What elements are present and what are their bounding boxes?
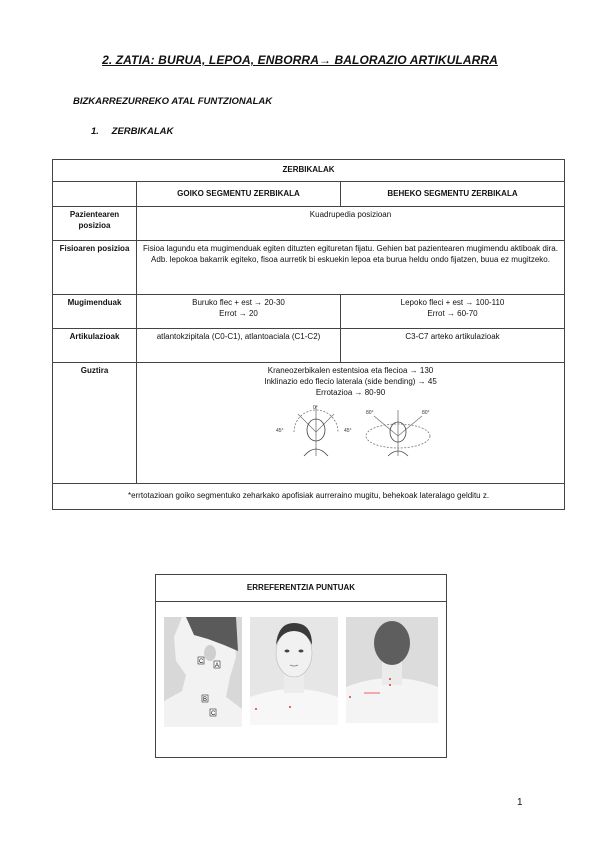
page-number: 1	[517, 797, 523, 808]
marker-c1: C	[199, 659, 204, 665]
lower-movement-line1: Lepoko fleci + est → 100-110	[400, 298, 505, 307]
front-photo	[250, 617, 338, 725]
marker-b: B	[203, 697, 208, 703]
row-label-position: Pazientearen posizioa	[53, 207, 137, 241]
subsection-heading	[91, 126, 173, 137]
upper-joints: atlantokzipitala (C0-C1), atlantoaciala (C1-C2)	[137, 329, 341, 363]
row-label-fixation: Fisioaren posizioa	[53, 241, 137, 295]
empty-cell	[53, 182, 137, 207]
reference-title: ERREFERENTZIA PUNTUAK	[156, 575, 446, 602]
position-value: Kuadrupedia posizioan	[137, 207, 565, 241]
reference-points-box	[155, 574, 447, 758]
table-title: ZERBIKALAK	[53, 160, 565, 182]
marker-c2: C	[211, 711, 216, 717]
subsection-number: 1.	[91, 126, 99, 137]
table-footnote: *errtotazioan goiko segmentuko zeharkako apofisiak aurreraino mugitu, behekoak lateralago gelditu z.	[53, 484, 565, 510]
total-line1: Kraneozerbikalen estentsioa eta flecioa → 130	[267, 366, 434, 375]
marker-a: A	[215, 663, 220, 669]
back-photo	[346, 617, 438, 723]
fig-label-4: 80°	[421, 410, 430, 417]
fig-label-2: 45°	[343, 428, 352, 435]
row-label-joints: Artikulazioak	[53, 329, 137, 363]
row-label-total: Guztira	[53, 363, 137, 484]
fig-label-3: 80°	[365, 410, 374, 417]
row-label-movements: Mugimenduak	[53, 295, 137, 329]
total-line2: Inklinazio edo flecio laterala (side bending) → 45	[264, 376, 437, 386]
lower-movement-line2: Errot → 60-70	[427, 308, 478, 318]
upper-movement-line2: Errot → 20	[219, 308, 258, 318]
fig-label-1: 45°	[275, 428, 284, 435]
lower-joints: C3-C7 arteko artikulazioak	[341, 329, 565, 363]
col-header-upper: GOIKO SEGMENTU ZERBIKALA	[137, 182, 341, 207]
section-heading: BIZKARREZURREKO ATAL FUNTZIONALAK	[73, 96, 273, 107]
range-of-motion-figure	[256, 402, 446, 458]
subsection-label: ZERBIKALAK	[111, 126, 174, 137]
cervical-table	[52, 159, 565, 510]
fig-label-0: 0°	[312, 405, 318, 412]
page-title: 2. ZATIA: BURUA, LEPOA, ENBORRA→ BALORAZIO ARTIKULARRA	[102, 53, 498, 67]
col-header-lower: BEHEKO SEGMENTU ZERBIKALA	[341, 182, 565, 207]
fixation-value: Fisioa lagundu eta mugimenduak egiten dituzten egituretan fijatu. Gehien bat pazientearen mugimendu aktiboak dira. Adb. lepokoa bakarrik egiteko, fisoa aurretik bi eskuekin lepoa eta burua heldu ondo fijatzen, buua ez mugitzeko.	[137, 241, 565, 295]
lower-movements	[341, 295, 565, 329]
upper-movement-line1: Buruko flec + est → 20-30	[192, 298, 285, 307]
total-line3: Errotazioa → 80-90	[315, 387, 386, 397]
total-value	[137, 363, 565, 484]
side-profile-photo	[164, 617, 242, 727]
upper-movements	[137, 295, 341, 329]
